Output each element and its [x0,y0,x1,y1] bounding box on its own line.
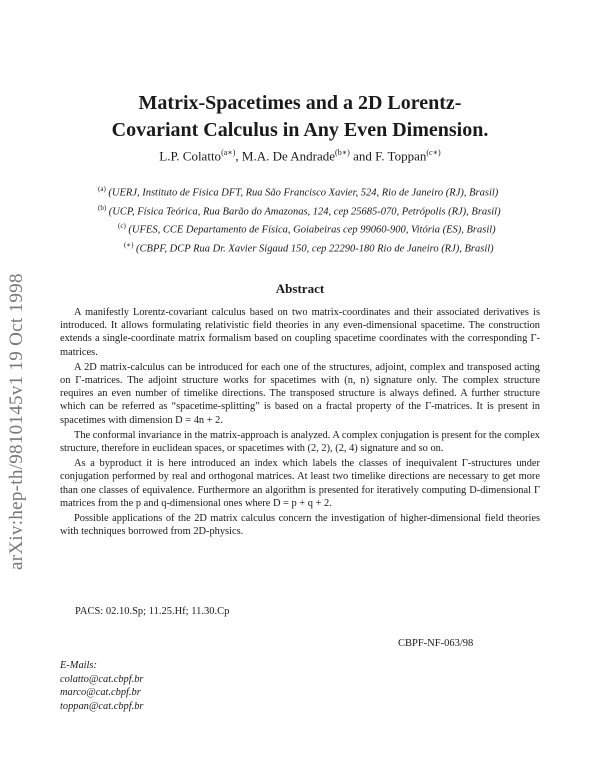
arxiv-side-stamp: arXiv:hep-th/9810145v1 19 Oct 1998 [6,273,27,570]
abstract-body [60,306,540,540]
email-label: E-Mails: [60,660,97,671]
abstract-paragraph: A 2D matrix-calculus can be introduced for each one of the structures, adjoint, complex and transposed acting on Γ-matrices. The adjoint structure works for spacetimes with (n, n) signature only. The complex structure requires an even number of timelike directions. The transposed structure is always defined. A further structure which can be referred as “spacetime-splitting” is based on a fractal property of the Γ-matrices. It is present in spacetimes with dimension D = 4n + 2. [60,361,540,426]
author-mark: (b∗) [335,148,350,157]
author-separator: , [235,148,242,164]
author-name: M.A. De Andrade [241,148,336,164]
affiliation-text: (CBPF, DCP Rua Dr. Xavier Sigaud 150, cep 22290-180 Rio de Janeiro (RJ), Brasil) [136,243,494,254]
affiliation-mark: (a) [98,185,106,193]
affiliation-text: (UFES, CCE Departamento de Física, Goiabeiras cep 99060-900, Vitória (ES), Brasil) [128,224,496,236]
author-separator: and [349,148,376,164]
affiliation-mark: (b) [98,203,107,212]
paper-title [60,90,540,144]
affiliation-list [60,182,560,256]
affiliation-mark: (∗) [124,240,134,249]
abstract-paragraph: Possible applications of the 2D matrix calculus concern the investigation of higher-dimensional field theories with techniques borrowed from 2D-physics. [60,513,540,538]
title-line-1: Matrix-Spacetimes and a 2D Lorentz- [138,92,462,114]
author-mark: (c∗) [426,148,441,157]
abstract-heading: Abstract [275,281,325,296]
email-address[interactable]: colatto@cat.cbpf.br [60,673,144,685]
author-name: L.P. Colatto [159,148,222,164]
affiliation [60,219,560,238]
abstract-paragraph: A manifestly Lorentz-covariant calculus based on two matrix-coordinates and their associated derivatives is introduced. It allows formulating relativistic field theories in any even-dimensional spacetime. The construction extends a single-coordinate matrix formalism based on coupling spacetime coordinates with the corresponding Γ-matrices. [60,307,540,358]
abstract-paragraph: As a byproduct it is here introduced an index which labels the classes of inequivalent Γ-structures under conjugation performed by real and orthogonal matrices. At least two timelike directions are necessary to get more than one classes of equivalence. Furthermore an algorithm is presented for iteratively computing D-dimensional Γ matrices from the p and q-dimensional ones where D = p + q + 2. [60,458,540,509]
report-number: CBPF-NF-063/98 [398,638,474,649]
pacs-codes: PACS: 02.10.Sp; 11.25.Hf; 11.30.Cp [75,606,230,617]
author-name: F. Toppan [375,148,427,164]
affiliation-text: (UCP, Física Teórica, Rua Barão do Amazonas, 124, cep 25685-070, Petrópolis (RJ), Brasil) [108,206,501,217]
affiliation-mark: (c) [118,222,126,230]
author-list [60,148,540,164]
affiliation-text: (UERJ, Instituto de Física DFT, Rua São Francisco Xavier, 524, Rio de Janeiro (RJ), Brasil) [108,187,499,199]
abstract-paragraph: The conformal invariance in the matrix-approach is analyzed. A complex conjugation is present for the complex structure, therefore in euclidean spaces, or spacetimes with (2, 2), (2, 4) signature and so on. [60,429,540,455]
title-line-2: Covariant Calculus in Any Even Dimension. [111,119,489,141]
affiliation [60,182,560,201]
affiliation [60,201,560,220]
author-mark: (a∗) [221,148,236,157]
email-address[interactable]: marco@cat.cbpf.br [60,687,141,698]
affiliation [60,238,560,257]
email-block [60,659,143,713]
email-address[interactable]: toppan@cat.cbpf.br [60,700,144,712]
